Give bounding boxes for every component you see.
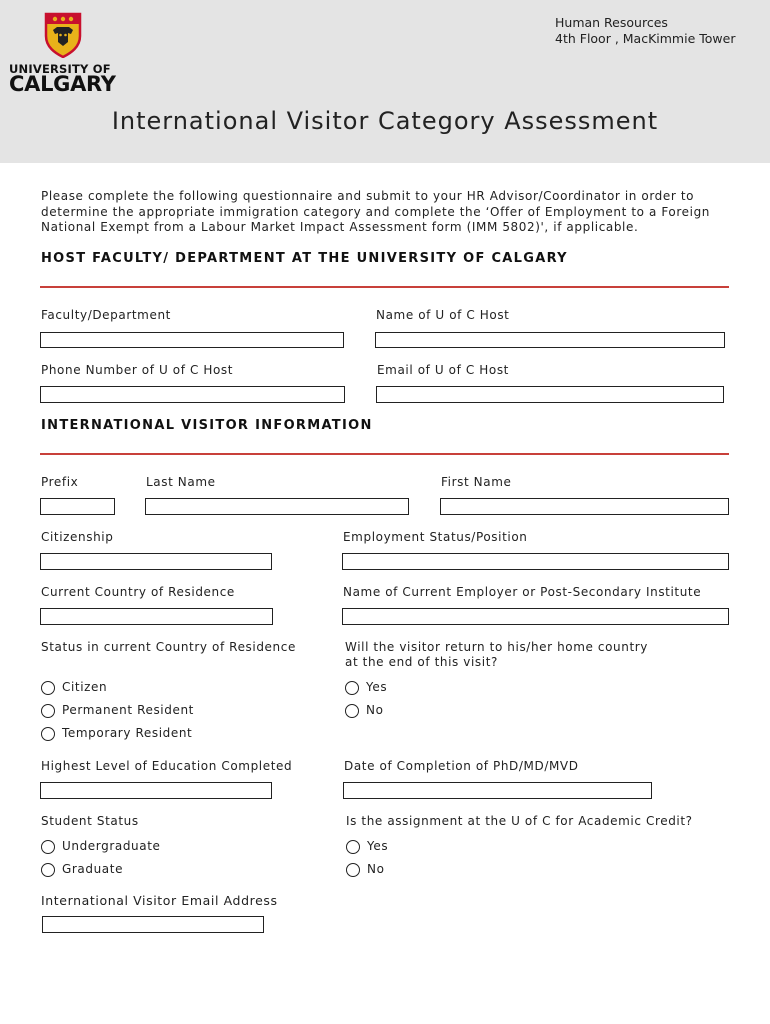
employer-label: Name of Current Employer or Post-Secondary Institute: [343, 585, 702, 599]
visitor-section-heading: INTERNATIONAL VISITOR INFORMATION: [41, 418, 373, 433]
employment-label: Employment Status/Position: [343, 530, 528, 544]
credit-no-label: No: [367, 862, 385, 876]
page-header: [0, 0, 770, 163]
faculty-input[interactable]: [40, 332, 344, 348]
visitor-section-divider: [40, 453, 729, 455]
visitor-email-label: International Visitor Email Address: [41, 893, 278, 908]
student-graduate-label: Graduate: [62, 862, 124, 876]
logo-calgary: CALGARY: [9, 72, 116, 96]
university-logo: [9, 12, 119, 96]
citizenship-label: Citizenship: [41, 530, 114, 544]
return-label-line1: Will the visitor return to his/her home country: [345, 640, 649, 654]
last-name-input[interactable]: [145, 498, 409, 515]
last-name-label: Last Name: [146, 475, 216, 489]
student-status-label: Student Status: [41, 814, 139, 828]
status-permanent-label: Permanent Resident: [62, 703, 194, 717]
page-title: International Visitor Category Assessment: [111, 107, 659, 135]
student-undergraduate-radio[interactable]: [41, 840, 55, 854]
hr-department: Human Resources: [555, 15, 668, 30]
host-section-heading: HOST FACULTY/ DEPARTMENT AT THE UNIVERSITY OF CALGARY: [41, 251, 568, 266]
student-graduate-radio[interactable]: [41, 863, 55, 877]
residence-label: Current Country of Residence: [41, 585, 235, 599]
citizenship-input[interactable]: [40, 553, 272, 570]
logo-university-of: UNIVERSITY OF: [9, 62, 111, 76]
hr-address: 4th Floor , MacKimmie Tower: [555, 31, 736, 46]
visitor-email-input[interactable]: [42, 916, 264, 933]
faculty-label: Faculty/Department: [41, 308, 171, 322]
residence-input[interactable]: [40, 608, 273, 625]
host-section-divider: [40, 286, 729, 288]
status-temporary-radio[interactable]: [41, 727, 55, 741]
education-input[interactable]: [40, 782, 272, 799]
employment-input[interactable]: [342, 553, 729, 570]
return-yes-radio[interactable]: [345, 681, 359, 695]
intro-text: Please complete the following questionnaire and submit to your HR Advisor/Coordinator in order to determine the appropriate immigration category and complete the ‘Offer of Employment to a Foreign National Exempt from a Labour Market Impact Assessment form (IMM 5802)', if applicable.: [41, 189, 710, 234]
credit-yes-label: Yes: [367, 839, 389, 853]
host-email-input[interactable]: [376, 386, 724, 403]
phd-date-input[interactable]: [343, 782, 652, 799]
employer-input[interactable]: [342, 608, 729, 625]
status-citizen-radio[interactable]: [41, 681, 55, 695]
host-name-input[interactable]: [375, 332, 725, 348]
status-temporary-label: Temporary Resident: [62, 726, 193, 740]
host-phone-label: Phone Number of U of C Host: [41, 363, 234, 377]
first-name-input[interactable]: [440, 498, 729, 515]
return-no-radio[interactable]: [345, 704, 359, 718]
host-phone-input[interactable]: [40, 386, 345, 403]
credit-yes-radio[interactable]: [346, 840, 360, 854]
return-label-line2: at the end of this visit?: [345, 655, 498, 669]
prefix-label: Prefix: [41, 475, 79, 489]
crest-icon: [43, 12, 83, 58]
host-email-label: Email of U of C Host: [377, 363, 509, 377]
status-citizen-label: Citizen: [62, 680, 108, 694]
student-undergraduate-label: Undergraduate: [62, 839, 161, 853]
credit-no-radio[interactable]: [346, 863, 360, 877]
first-name-label: First Name: [441, 475, 512, 489]
status-permanent-radio[interactable]: [41, 704, 55, 718]
education-label: Highest Level of Education Completed: [41, 759, 293, 773]
hr-contact: [555, 15, 735, 47]
academic-credit-label: Is the assignment at the U of C for Academic Credit?: [346, 814, 693, 828]
host-name-label: Name of U of C Host: [376, 308, 510, 322]
return-yes-label: Yes: [366, 680, 388, 694]
status-label: Status in current Country of Residence: [41, 640, 296, 654]
phd-date-label: Date of Completion of PhD/MD/MVD: [344, 759, 579, 773]
prefix-input[interactable]: [40, 498, 115, 515]
return-no-label: No: [366, 703, 384, 717]
